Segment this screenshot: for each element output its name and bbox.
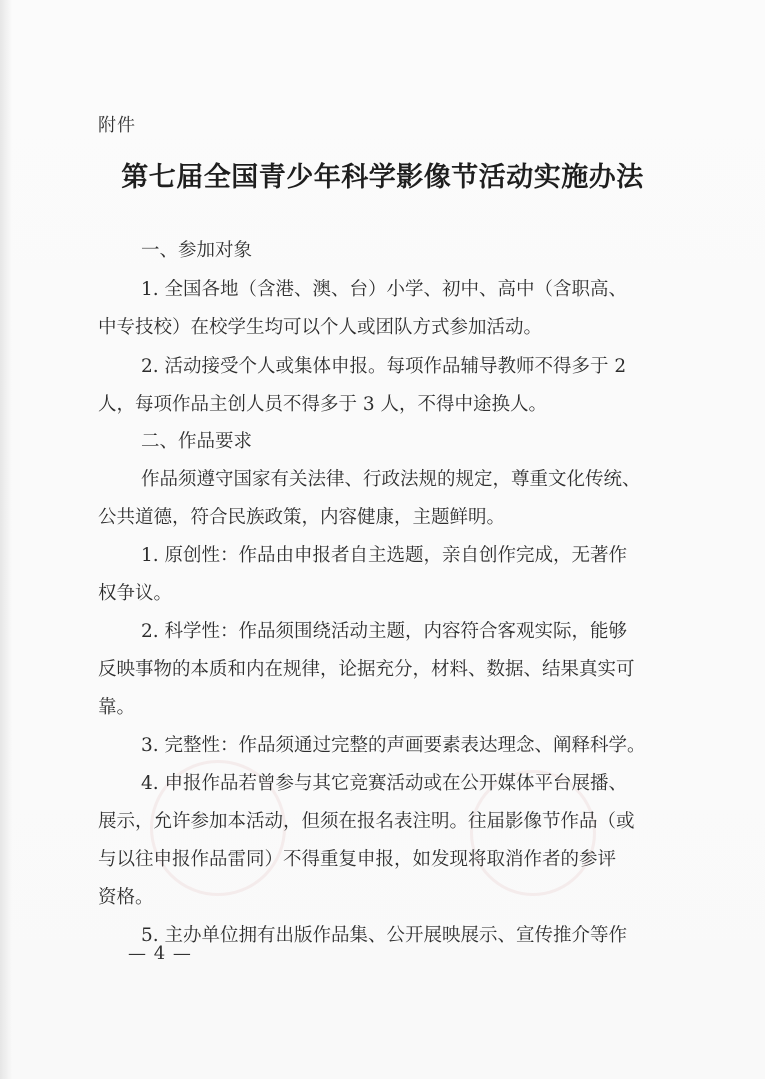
section-heading-participants: 一、参加对象 <box>141 240 253 261</box>
paragraph-line: 5. 主办单位拥有出版作品集、公开展映展示、宣传推介等作 <box>141 925 628 946</box>
paragraph-line: 反映事物的本质和内在规律，论据充分，材料、数据、结果真实可 <box>98 659 635 680</box>
page-number: — 4 — <box>128 943 192 964</box>
paragraph-line: 靠。 <box>98 697 136 718</box>
paragraph-line: 作品须遵守国家有关法律、行政法规的规定，尊重文化传统、 <box>141 469 641 490</box>
document-title: 第七届全国青少年科学影像节活动实施办法 <box>121 162 644 193</box>
paragraph-line: 资格。 <box>98 887 154 908</box>
paragraph-line: 权争议。 <box>98 583 173 604</box>
paragraph-line: 展示，允许参加本活动，但须在报名表注明。往届影像节作品（或 <box>98 811 635 832</box>
paragraph-line: 1. 原创性：作品由申报者自主选题，亲自创作完成，无著作 <box>141 545 628 566</box>
section-heading-requirements: 二、作品要求 <box>141 431 253 452</box>
paragraph-line: 中专技校）在校学生均可以个人或团队方式参加活动。 <box>98 317 543 338</box>
paragraph-line: 与以往申报作品雷同）不得重复申报，如发现将取消作者的参评 <box>98 849 617 870</box>
paragraph-line: 公共道德，符合民族政策，内容健康，主题鲜明。 <box>98 507 506 528</box>
paragraph-line: 1. 全国各地（含港、澳、台）小学、初中、高中（含职高、 <box>141 279 628 300</box>
paragraph-line: 人，每项作品主创人员不得多于 3 人，不得中途换人。 <box>98 394 548 415</box>
paragraph-line: 4. 申报作品若曾参与其它竞赛活动或在公开媒体平台展播、 <box>141 773 628 794</box>
attachment-label: 附件 <box>98 115 136 136</box>
paragraph-line: 2. 科学性：作品须围绕活动主题，内容符合客观实际，能够 <box>141 621 628 642</box>
paragraph-line: 3. 完整性：作品须通过完整的声画要素表达理念、阐释科学。 <box>141 735 646 756</box>
paragraph-line: 2. 活动接受个人或集体申报。每项作品辅导教师不得多于 2 <box>141 356 627 377</box>
